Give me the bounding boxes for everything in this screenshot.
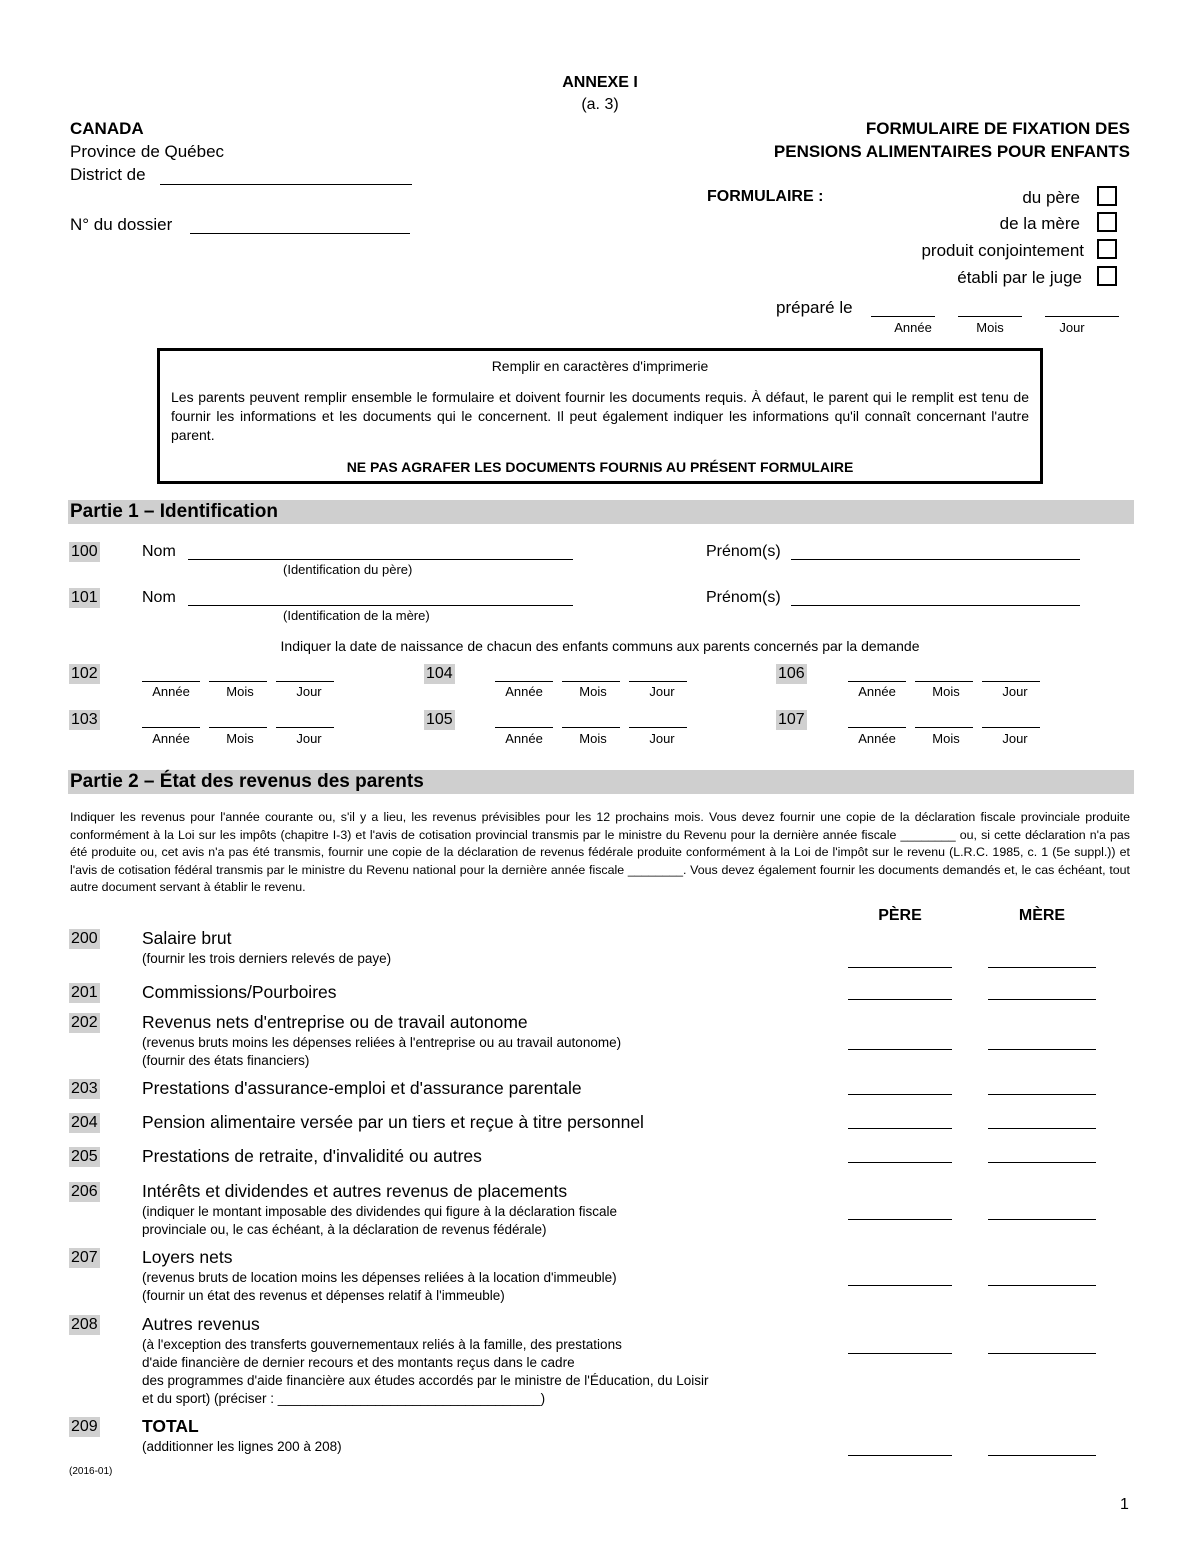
dossier-label: N° du dossier — [70, 215, 173, 234]
prepared-year-field[interactable] — [871, 316, 935, 317]
line-number-207: 207 — [71, 1249, 98, 1266]
child-104-year[interactable] — [495, 681, 553, 682]
income-mother-field-201[interactable] — [988, 999, 1096, 1000]
income-label-209: TOTAL — [142, 1416, 199, 1436]
child-102-year[interactable] — [142, 681, 200, 682]
income-label-204: Pension alimentaire versée par un tiers et reçue à titre personnel — [142, 1112, 644, 1132]
income-label-201: Commissions/Pourboires — [142, 982, 337, 1002]
line-number-107: 107 — [778, 711, 805, 728]
province: Province de Québec — [70, 142, 225, 161]
income-father-field-202[interactable] — [848, 1049, 952, 1050]
child-107-day-label: Jour — [1002, 731, 1028, 746]
child-103-day-label: Jour — [296, 731, 322, 746]
notice-warning: NE PAS AGRAFER LES DOCUMENTS FOURNIS AU PRÉSENT FORMULAIRE — [346, 459, 854, 475]
income-note-207-1: (fournir un état des revenus et dépenses relatif à l'immeuble) — [142, 1288, 505, 1303]
line-number-105: 105 — [426, 711, 453, 728]
income-note-208-1: d'aide financière de dernier recours et des montants reçus dans le cadre — [142, 1355, 575, 1370]
child-105-year-label: Année — [505, 731, 543, 746]
income-mother-field-205[interactable] — [988, 1162, 1096, 1163]
income-father-field-205[interactable] — [848, 1162, 952, 1163]
child-104-month[interactable] — [562, 681, 620, 682]
formulaire-label: FORMULAIRE : — [707, 188, 824, 205]
income-note-202-0: (revenus bruts moins les dépenses reliées à l'entreprise ou au travail autonome) — [142, 1035, 622, 1050]
page-number: 1 — [1120, 1496, 1129, 1513]
child-105-day[interactable] — [629, 727, 687, 728]
child-104-day[interactable] — [629, 681, 687, 682]
line-number-103: 103 — [71, 711, 98, 728]
income-note-202-1: (fournir des états financiers) — [142, 1053, 310, 1068]
option-juge-label: établi par le juge — [957, 268, 1082, 287]
child-103-day[interactable] — [276, 727, 334, 728]
income-note-208-0: (à l'exception des transferts gouvernementaux reliés à la famille, des prestations — [142, 1337, 622, 1352]
line-number-200: 200 — [71, 930, 98, 947]
income-mother-field-200[interactable] — [988, 967, 1096, 968]
income-note-207-0: (revenus bruts de location moins les dépenses reliées à la location d'immeuble) — [142, 1270, 617, 1285]
income-label-202: Revenus nets d'entreprise ou de travail autonome — [142, 1012, 528, 1032]
nom-mere-label: Nom — [142, 589, 176, 606]
children-instruction: Indiquer la date de naissance de chacun des enfants communs aux parents concernés par la demande — [280, 638, 920, 654]
line-number-206: 206 — [71, 1183, 98, 1200]
income-note-208-2: des programmes d'aide financière aux études accordés par le ministre de l'Éducation, du Loisir — [142, 1373, 709, 1388]
child-107-day[interactable] — [982, 727, 1040, 728]
version-label: (2016-01) — [69, 1466, 113, 1477]
part2-intro: Indiquer les revenus pour l'année courante ou, s'il y a lieu, les revenus prévisibles pour les 12 prochains mois. Vous devez fournir une copie de la déclaration fiscale provinciale produite conformément à la Loi sur les impôts (chapitre I-3) et l'avis de cotisation provincial transmis par le ministre du Revenu pour la dernière année fiscale ________ ou, si cette déclaration n'a pas été produite ou, cet avis n'a pas été transmis, fournir une copie de la déclaration de revenus fédérale produite conformément à la Loi de l'impôt sur le revenu (L.R.C. 1985, c. 1 (5e suppl.)) et l'avis de cotisation fédéral transmis par le ministre du Revenu national pour la dernière année fiscale ________. Vous devez également fournir les documents demandés et, le cas échéant, tout autre document servant à établir le revenu. — [70, 810, 1130, 894]
annex-title: ANNEXE I — [562, 74, 638, 91]
child-106-year[interactable] — [848, 681, 906, 682]
prepared-label: préparé le — [776, 298, 853, 317]
line-number-205: 205 — [71, 1148, 98, 1165]
income-note-209-0: (additionner les lignes 200 à 208) — [142, 1439, 342, 1454]
income-father-field-200[interactable] — [848, 967, 952, 968]
part2-title: Partie 2 – État des revenus des parents — [68, 770, 1134, 794]
income-label-203: Prestations d'assurance-emploi et d'assurance parentale — [142, 1078, 582, 1098]
child-103-month[interactable] — [209, 727, 267, 728]
col-father-header: PÈRE — [878, 907, 922, 924]
income-father-field-204[interactable] — [848, 1128, 952, 1129]
child-106-month[interactable] — [915, 681, 973, 682]
dossier-field[interactable] — [190, 233, 410, 234]
child-102-month[interactable] — [209, 681, 267, 682]
child-102-day-label: Jour — [296, 684, 322, 699]
prepared-day-label: Jour — [1059, 320, 1085, 335]
option-mere-label: de la mère — [999, 214, 1080, 233]
option-mere-checkbox[interactable] — [1097, 212, 1117, 232]
line-number-100: 100 — [71, 543, 98, 560]
child-104-month-label: Mois — [579, 684, 607, 699]
child-105-month[interactable] — [562, 727, 620, 728]
nom-pere-field[interactable] — [188, 559, 573, 560]
prepared-month-field[interactable] — [958, 316, 1022, 317]
prenom-pere-label: Prénom(s) — [706, 543, 781, 560]
child-104-year-label: Année — [505, 684, 543, 699]
col-mother-header: MÈRE — [1018, 907, 1066, 924]
child-105-month-label: Mois — [579, 731, 607, 746]
income-father-field-207[interactable] — [848, 1285, 952, 1286]
prenom-pere-field[interactable] — [791, 559, 1080, 560]
child-102-month-label: Mois — [226, 684, 254, 699]
child-107-year-label: Année — [858, 731, 896, 746]
line-number-104: 104 — [426, 665, 453, 682]
option-pere-checkbox[interactable] — [1097, 186, 1117, 206]
income-label-205: Prestations de retraite, d'invalidité ou autres — [142, 1146, 482, 1166]
option-juge-checkbox[interactable] — [1097, 266, 1117, 286]
ident-pere-label: (Identification du père) — [283, 562, 413, 577]
child-105-day-label: Jour — [649, 731, 675, 746]
line-number-202: 202 — [71, 1014, 98, 1031]
income-note-206-1: provinciale ou, le cas échéant, à la déclaration de revenus fédérale) — [142, 1222, 547, 1237]
nom-pere-label: Nom — [142, 543, 176, 560]
line-number-208: 208 — [71, 1316, 98, 1333]
income-label-200: Salaire brut — [142, 928, 232, 948]
form-title-2: PENSIONS ALIMENTAIRES POUR ENFANTS — [773, 142, 1130, 161]
child-102-day[interactable] — [276, 681, 334, 682]
income-note-208-3: et du sport) (préciser : ___________________________________) — [142, 1391, 546, 1406]
ident-mere-label: (Identification de la mère) — [283, 608, 430, 623]
line-number-204: 204 — [71, 1114, 98, 1131]
income-mother-field-209[interactable] — [988, 1455, 1096, 1456]
annex-article: (a. 3) — [581, 96, 619, 113]
child-102-year-label: Année — [152, 684, 190, 699]
line-number-209: 209 — [71, 1418, 98, 1435]
income-father-field-203[interactable] — [848, 1094, 952, 1095]
nom-mere-field[interactable] — [188, 605, 573, 606]
income-father-field-209[interactable] — [848, 1455, 952, 1456]
prepared-day-field[interactable] — [1045, 316, 1119, 317]
income-note-206-0: (indiquer le montant imposable des dividendes qui figure à la déclaration fiscale — [142, 1204, 618, 1219]
notice-print: Remplir en caractères d'imprimerie — [491, 358, 709, 374]
income-mother-field-208[interactable] — [988, 1353, 1096, 1354]
notice-body: Les parents peuvent remplir ensemble le formulaire et doivent fournir les documents requis. À défaut, le parent qui le remplit est tenu de fournir les informations et les documents qui le concernent. Il peut également indiquer les informations qu'il connaît concernant l'autre parent. — [171, 389, 1029, 443]
child-107-month-label: Mois — [932, 731, 960, 746]
income-label-208: Autres revenus — [142, 1314, 260, 1334]
child-103-year[interactable] — [142, 727, 200, 728]
income-mother-field-204[interactable] — [988, 1128, 1096, 1129]
child-107-year[interactable] — [848, 727, 906, 728]
child-106-month-label: Mois — [932, 684, 960, 699]
prepared-year-label: Année — [894, 320, 932, 335]
child-107-month[interactable] — [915, 727, 973, 728]
income-father-field-201[interactable] — [848, 999, 952, 1000]
income-label-206: Intérêts et dividendes et autres revenus de placements — [142, 1181, 568, 1201]
district-label: District de — [70, 165, 146, 184]
prenom-mere-field[interactable] — [791, 605, 1080, 606]
district-field[interactable] — [160, 184, 412, 185]
child-103-month-label: Mois — [226, 731, 254, 746]
option-conjoint-checkbox[interactable] — [1097, 239, 1117, 259]
income-mother-field-206[interactable] — [988, 1219, 1096, 1220]
income-father-field-206[interactable] — [848, 1219, 952, 1220]
income-label-207: Loyers nets — [142, 1247, 233, 1267]
form-title-1: FORMULAIRE DE FIXATION DES — [865, 119, 1130, 138]
income-mother-field-202[interactable] — [988, 1049, 1096, 1050]
prenom-mere-label: Prénom(s) — [706, 589, 781, 606]
line-number-102: 102 — [71, 665, 98, 682]
income-mother-field-207[interactable] — [988, 1285, 1096, 1286]
line-number-201: 201 — [71, 984, 98, 1001]
child-105-year[interactable] — [495, 727, 553, 728]
child-106-year-label: Année — [858, 684, 896, 699]
option-pere-label: du père — [1022, 188, 1080, 207]
line-number-106: 106 — [778, 665, 805, 682]
child-103-year-label: Année — [152, 731, 190, 746]
child-104-day-label: Jour — [649, 684, 675, 699]
option-conjoint-label: produit conjointement — [921, 241, 1084, 260]
country: CANADA — [70, 119, 144, 138]
income-mother-field-203[interactable] — [988, 1094, 1096, 1095]
line-number-203: 203 — [71, 1080, 98, 1097]
child-106-day-label: Jour — [1002, 684, 1028, 699]
part1-title: Partie 1 – Identification — [68, 500, 1134, 524]
income-father-field-208[interactable] — [848, 1353, 952, 1354]
child-106-day[interactable] — [982, 681, 1040, 682]
income-note-200-0: (fournir les trois derniers relevés de paye) — [142, 951, 392, 966]
line-number-101: 101 — [71, 589, 98, 606]
prepared-month-label: Mois — [976, 320, 1004, 335]
